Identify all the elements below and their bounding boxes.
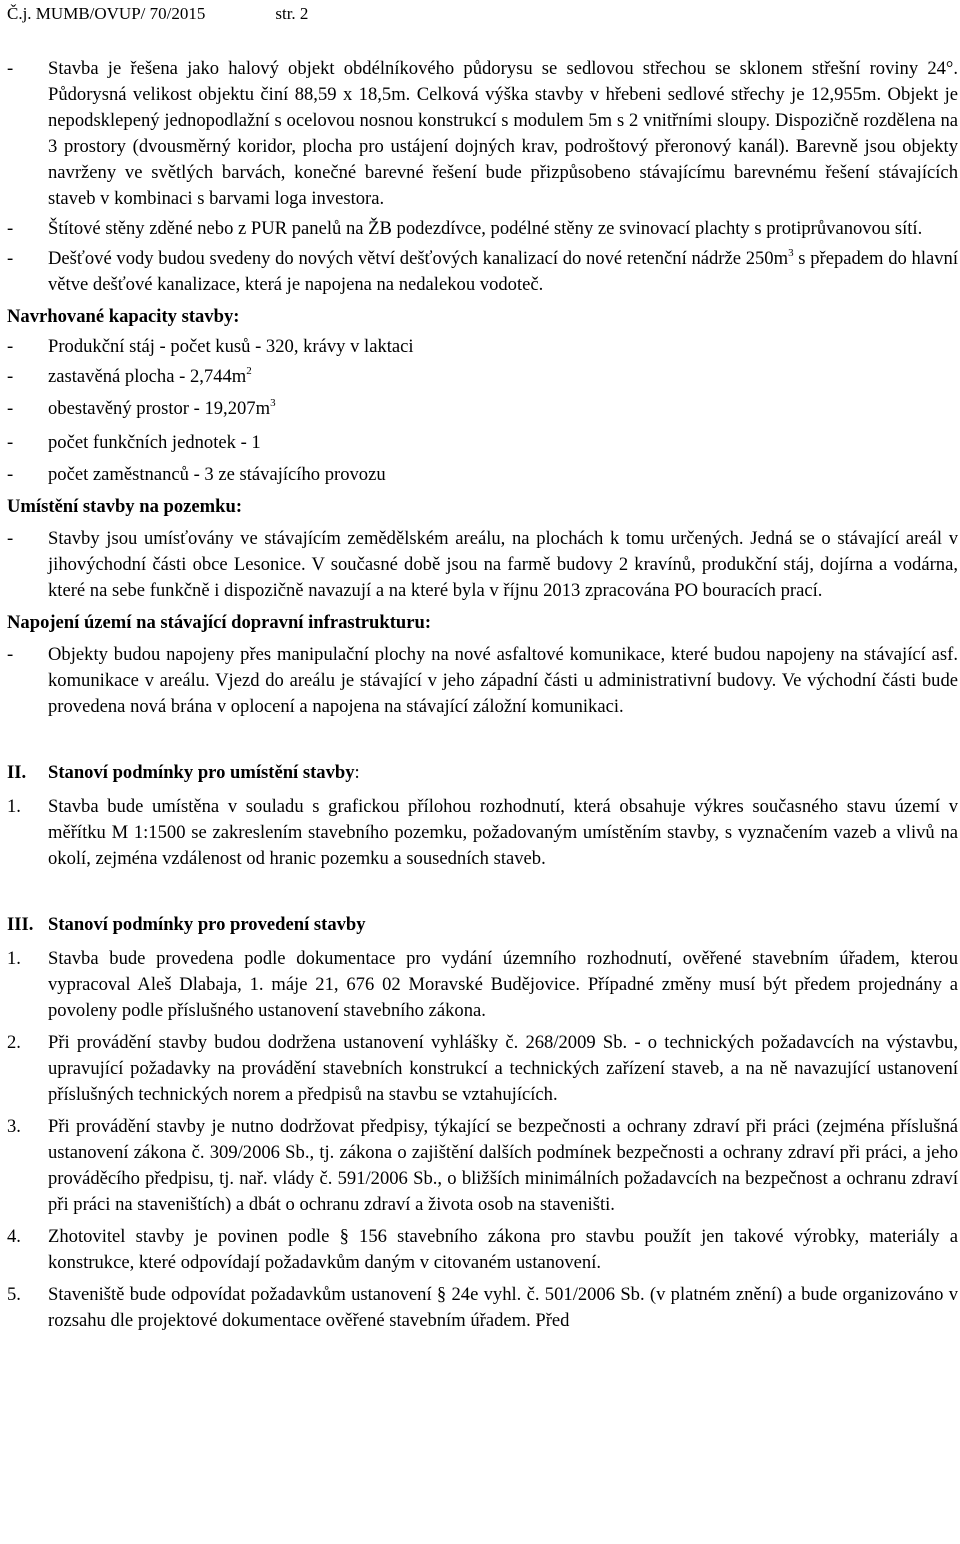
bullet-marker: -: [7, 464, 14, 485]
bullet-marker: -: [7, 366, 14, 387]
bullet-marker: -: [7, 218, 14, 239]
intro-item-1: [7, 56, 958, 212]
item-number: 2.: [7, 1032, 21, 1053]
section-3-item-5: [7, 1282, 958, 1334]
bullet-marker: -: [7, 398, 14, 419]
capacity-text-1: Produkční stáj - počet kusů - 320, krávy v laktaci: [48, 336, 414, 357]
transport-heading: Napojení území na stávající dopravní infrastrukturu:: [7, 612, 432, 633]
item-number: 3.: [7, 1116, 21, 1137]
item-number: 1.: [7, 796, 21, 817]
intro-text-1: Stavba je řešena jako halový objekt obdélníkového půdorysu se sedlovou střechou se sklonem střešní roviny 24°. Půdorysná velikost objektu činí 88,59 x 18,5m. Celková výška stavby v hřebeni sedlové střechy je 12,955m. Objekt je nepodsklepený jednopodlažní s ocelovou nosnou konstrukcí s modulem 5m s 2 vnitřními sloupy. Dispozičně rozdělena na 3 prostory (dvousměrný koridor, plocha pro ustájení dojných krav, podroštový přeronový kanál). Barevně jsou objekty navrženy ve světlých barvách, konečné barevné řešení bude přizpůsobeno stávajícímu barevnému řešení stávajících staveb v kombinaci s barvami loga investora.: [48, 58, 958, 209]
item-text: Staveniště bude odpovídat požadavkům ustanovení § 24e vyhl. č. 501/2006 Sb. (v platném znění) a bude organizováno v rozsahu dle projektové dokumentace ověřené stavebním úřadem. Před: [48, 1284, 958, 1331]
capacity-item-5: [7, 462, 958, 488]
section-2-item-1: [7, 794, 958, 872]
item-number: 1.: [7, 948, 21, 969]
transport-item: [7, 642, 958, 720]
section-3-item-3: [7, 1114, 958, 1218]
transport-text: Objekty budou napojeny přes manipulační plochy na nové asfaltové komunikace, které budou napojeny na stávající asf. komunikace v areálu. Vjezd do areálu je stávající v jeho západní části u administrativní budovy. Ve východní části bude provedena nová brána v oplocení a napojena na stávající záložní komunikaci.: [48, 644, 958, 717]
capacity-heading: Navrhované kapacity stavby:: [7, 306, 240, 327]
section-3-title: Stanoví podmínky pro provedení stavby: [48, 914, 366, 935]
page-header: [7, 4, 308, 24]
section-3-heading: [7, 912, 958, 938]
page-number: str. 2: [275, 4, 309, 23]
section-3-item-4: [7, 1224, 958, 1276]
item-text: Při provádění stavby budou dodržena ustanovení vyhlášky č. 268/2009 Sb. - o technických požadavcích na výstavbu, upravující požadavky na provádění stavebních konstrukcí a technických zařízení staveb, a na ně navazující ustanovení příslušných technických norem a předpisů na stavbu se vztahujících.: [48, 1032, 958, 1105]
document-body: [7, 56, 958, 1334]
section-3-numeral: III.: [7, 914, 34, 935]
capacity-item-3: [7, 396, 958, 422]
intro-item-2: [7, 216, 958, 242]
section-2-colon: :: [354, 762, 360, 783]
location-item: [7, 526, 958, 604]
item-text: Zhotovitel stavby je povinen podle § 156 stavebního zákona pro stavbu použít jen takové výrobky, materiály a konstrukce, které odpovídají požadavkům daným v citovaném ustanovení.: [48, 1226, 958, 1273]
bullet-marker: -: [7, 432, 14, 453]
capacity-text-3: obestavěný prostor - 19,207m: [48, 398, 271, 419]
section-3-item-1: [7, 946, 958, 1024]
bullet-marker: -: [7, 528, 14, 549]
superscript: 3: [270, 397, 276, 409]
bullet-marker: -: [7, 644, 14, 665]
capacity-text-5: počet zaměstnanců - 3 ze stávajícího provozu: [48, 464, 386, 485]
section-2-title: Stanoví podmínky pro umístění stavby: [48, 762, 355, 783]
item-number: 5.: [7, 1284, 21, 1305]
rainwater-text: Dešťové vody budou svedeny do nových větví dešťových kanalizací do nové retenční nádrže 250m: [48, 248, 789, 269]
item-text: Při provádění stavby je nutno dodržovat předpisy, týkající se bezpečnosti a ochrany zdraví při práci (zejména příslušná ustanovení zákona č. 309/2006 Sb., tj. zákona o zajištění dalších podmínek bezpečnosti a ochrany zdraví při práci, a jeho prováděcího předpisu, tj. nař. vlády č. 591/2006 Sb., o bližších minimálních požadavcích na bezpečnost a ochranu zdraví při práci na staveništích) a dbát o ochranu zdraví a života osob na staveništi.: [48, 1116, 958, 1215]
section-2-numeral: II.: [7, 762, 27, 783]
capacity-text-2: zastavěná plocha - 2,744m: [48, 366, 247, 387]
reference-number: Č.j. MUMB/OVUP/ 70/2015: [7, 4, 206, 23]
location-text: Stavby jsou umísťovány ve stávajícím zemědělském areálu, na plochách k tomu určených. Jedná se o stávající areál v jihovýchodní části obce Lesonice. V současné době jsou na farmě budovy 2 kravínů, produkční stáj, dojírna a vodárna, které na sebe funkčně i dispozičně navazují a na které byla v říjnu 2013 zpracována PO bouracích prací.: [48, 528, 958, 601]
section-3-item-2: [7, 1030, 958, 1108]
superscript: 3: [788, 247, 794, 259]
capacity-item-4: [7, 430, 958, 456]
capacity-item-1: [7, 334, 958, 360]
rainwater-item: [7, 246, 958, 298]
bullet-marker: -: [7, 336, 14, 357]
intro-text-2: Štítové stěny zděné nebo z PUR panelů na ŽB podezdívce, podélné stěny ze svinovací plachty s protiprůvanovou sítí.: [48, 218, 923, 239]
item-text: Stavba bude umístěna v souladu s grafickou přílohou rozhodnutí, která obsahuje výkres současného stavu území v měřítku M 1:1500 se zakreslením stavebního pozemku, požadovaným umístěním stavby, s vyznačením vazeb a vlivů na okolí, zejména vzdálenost od hranic pozemku a sousedních staveb.: [48, 796, 958, 869]
superscript: 2: [246, 365, 252, 377]
bullet-marker: -: [7, 58, 14, 79]
item-text: Stavba bude provedena podle dokumentace pro vydání územního rozhodnutí, ověřené stavebním úřadem, kterou vypracoval Aleš Dlabaja, 1. máje 21, 676 02 Moravské Budějovice. Případné změny musí být předem projednány a povoleny podle příslušného ustanovení stavebního zákona.: [48, 948, 958, 1021]
rainwater-text-cont: s přepadem do hlavní větve dešťové kanalizace, která je napojena na nedalekou vodoteč.: [48, 248, 959, 295]
bullet-marker: -: [7, 248, 14, 269]
capacity-text-4: počet funkčních jednotek - 1: [48, 432, 261, 453]
location-heading: Umístění stavby na pozemku:: [7, 496, 243, 517]
section-2-heading: [7, 760, 958, 786]
item-number: 4.: [7, 1226, 21, 1247]
capacity-item-2: [7, 364, 958, 390]
